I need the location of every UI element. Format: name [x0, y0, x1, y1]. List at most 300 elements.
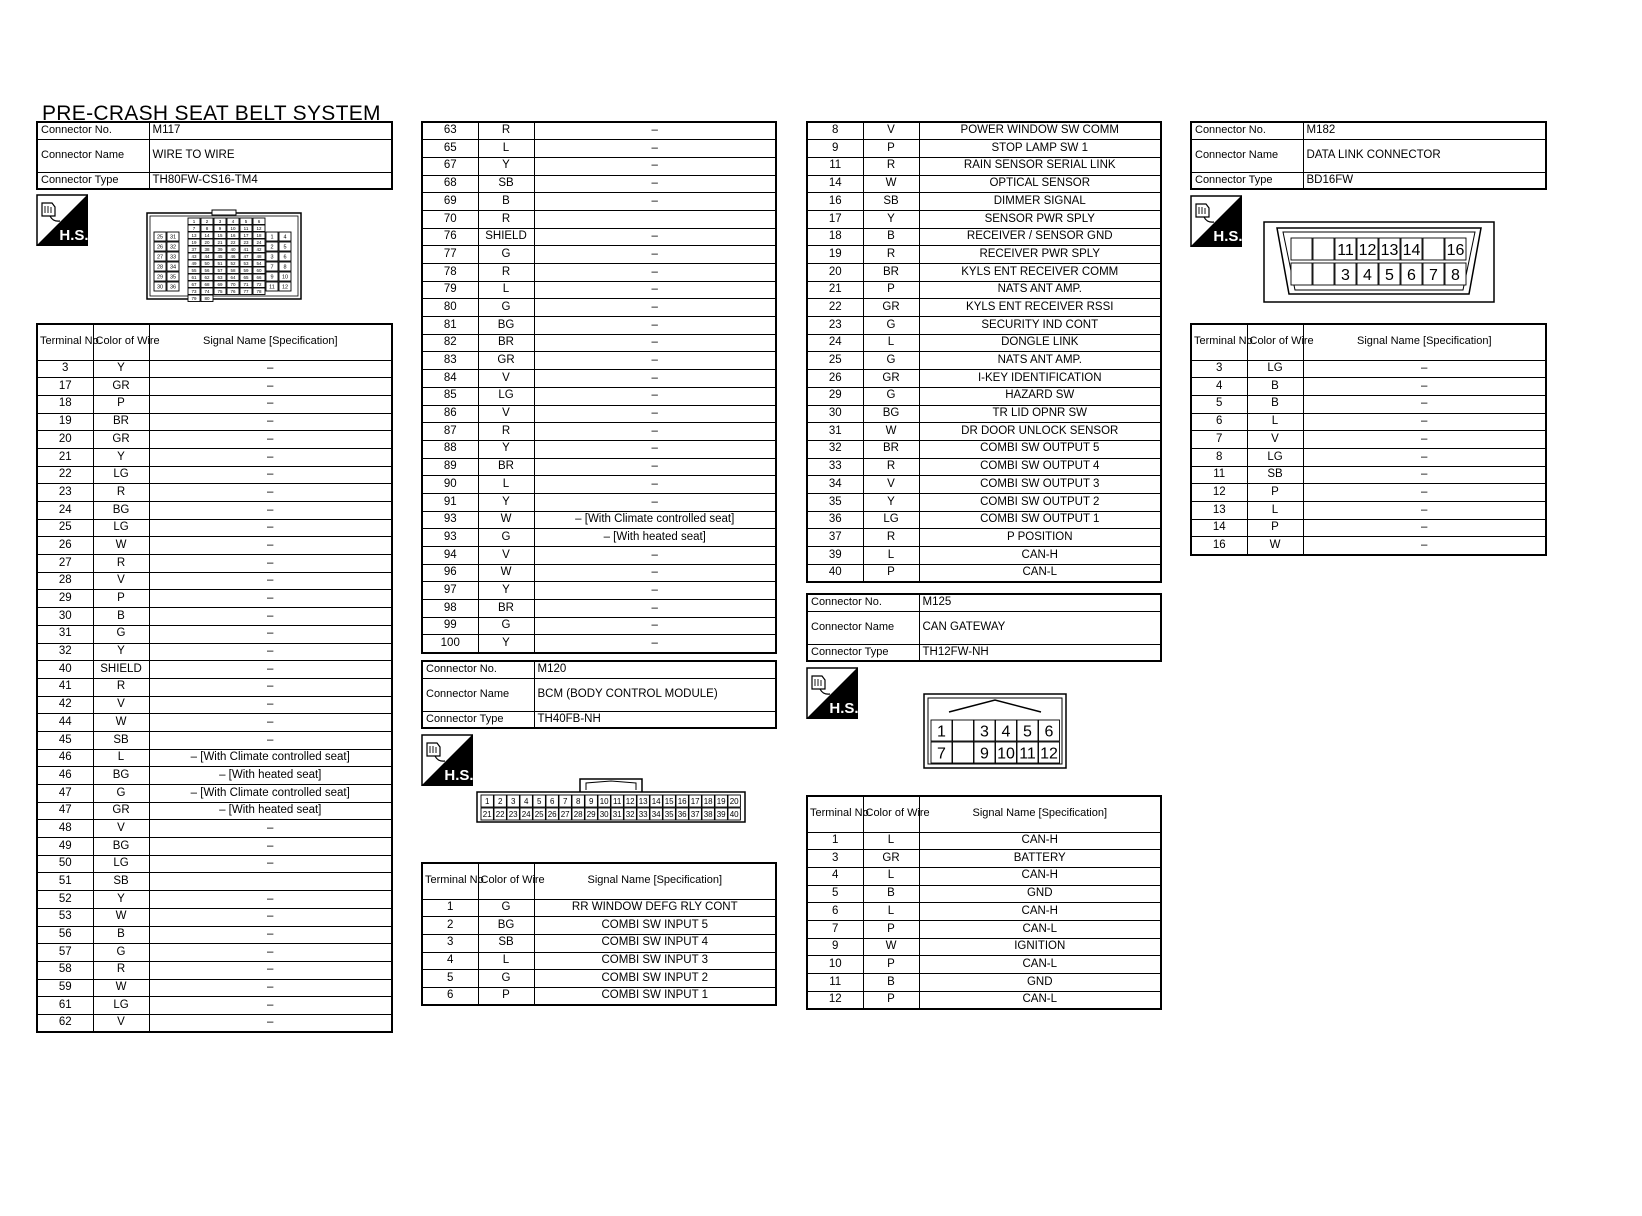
cavity-number: 53 [243, 260, 249, 266]
terminal-no-cell: 18 [807, 228, 863, 246]
wire-color-cell: BR [863, 264, 919, 282]
connector-no-label: Connector No. [807, 594, 919, 611]
terminal-no-cell: 78 [422, 264, 478, 282]
cavity-number: 10 [281, 274, 289, 281]
m182-terminal-row [1191, 466, 1546, 484]
terminal-no-cell: 32 [807, 440, 863, 458]
cavity-number: 52 [230, 260, 236, 266]
wire-color-cell: P [863, 140, 919, 158]
connector-cavity [1291, 238, 1312, 260]
cavity-number: 14 [204, 232, 210, 238]
cavity-number: 66 [256, 274, 262, 280]
m125-terminal-row [807, 832, 1161, 850]
signal-name-cell: CAN-H [919, 867, 1161, 885]
wire-color-cell: P [863, 920, 919, 938]
wire-color-cell: GR [863, 299, 919, 317]
m117-terminal-row [37, 873, 392, 891]
cavity-number: 7 [270, 264, 274, 271]
wire-color-cell: W [478, 511, 534, 529]
m125-connector-face [923, 692, 1067, 772]
wire-color-cell: SHIELD [93, 661, 149, 679]
wire-color-cell: GR [93, 378, 149, 396]
cavity-number: 32 [625, 809, 635, 819]
connector-type-label: Connector Type [422, 711, 534, 728]
terminal-no-cell: 93 [422, 511, 478, 529]
cavity-number: 13 [638, 796, 648, 806]
terminal-no-cell: 20 [807, 264, 863, 282]
signal-name-cell: – [534, 370, 776, 388]
terminal-no-cell: 23 [37, 484, 93, 502]
signal-name-cell: – [1303, 484, 1546, 502]
signal-name-cell: – [534, 140, 776, 158]
signal-name-cell: – [534, 600, 776, 618]
signal-name-cell: STOP LAMP SW 1 [919, 140, 1161, 158]
signal-name-cell: – [149, 979, 392, 997]
cavity-number: 15 [664, 796, 674, 806]
hs-badge-graphic [421, 734, 473, 786]
signal-name-cell: – [534, 617, 776, 635]
wire-color-cell: P [478, 987, 534, 1005]
m182-terminal-row [1191, 484, 1546, 502]
m120-terminal-row [807, 264, 1161, 282]
cavity-number: 60 [256, 267, 262, 273]
signal-name-cell: – [534, 264, 776, 282]
wire-color-cell: Y [93, 448, 149, 466]
m117-terminal-row [37, 820, 392, 838]
signal-name-cell: – [149, 519, 392, 537]
m125-info-table [806, 593, 1162, 662]
cavity-number: 70 [230, 281, 236, 287]
m117-terminal-row [37, 466, 392, 484]
cavity-number: 3 [510, 796, 516, 806]
wire-color-cell: LG [93, 997, 149, 1015]
wire-color-cell: BR [478, 458, 534, 476]
cavity-number: 1 [484, 796, 490, 806]
cavity-number: 12 [1040, 745, 1058, 763]
m117-terminal-row [422, 635, 776, 653]
m117-terminal-row [37, 838, 392, 856]
terminal-no-cell: 61 [37, 997, 93, 1015]
wire-color-cell: BR [93, 413, 149, 431]
wire-color-cell: BG [478, 917, 534, 935]
cavity-number: 12 [625, 796, 635, 806]
wire-color-cell: L [863, 547, 919, 565]
m117-terminal-table-b [421, 121, 777, 654]
signal-name-cell: – [534, 175, 776, 193]
signal-name-cell: – [1303, 413, 1546, 431]
terminal-no-cell: 10 [807, 956, 863, 974]
m120-terminal-row [807, 458, 1161, 476]
signal-name-cell: BATTERY [919, 850, 1161, 868]
cavity-number: 21 [217, 239, 223, 245]
terminal-no-cell: 5 [422, 970, 478, 988]
m117-terminal-row [37, 572, 392, 590]
cavity-number: 4 [1363, 266, 1372, 284]
terminal-no-cell: 83 [422, 352, 478, 370]
m120-terminal-row [807, 529, 1161, 547]
terminal-no-cell: 100 [422, 635, 478, 653]
terminal-no-cell: 94 [422, 547, 478, 565]
signal-name-cell: – [149, 643, 392, 661]
terminal-no-cell: 44 [37, 714, 93, 732]
cavity-number: 16 [230, 232, 236, 238]
connector-no-label: Connector No. [37, 122, 149, 139]
signal-name-cell: – [149, 997, 392, 1015]
wire-color-cell: W [1247, 537, 1303, 555]
m182-terminal-row [1191, 413, 1546, 431]
signal-name-cell: – [534, 246, 776, 264]
terminal-no-cell: 50 [37, 855, 93, 873]
cavity-number: 16 [677, 796, 687, 806]
terminal-no-cell: 3 [807, 850, 863, 868]
terminal-no-cell: 6 [1191, 413, 1247, 431]
signal-name-cell: – [With Climate controlled seat] [534, 511, 776, 529]
cavity-number: 77 [243, 288, 249, 294]
signal-name-cell: – [534, 281, 776, 299]
wire-color-cell: V [93, 572, 149, 590]
m117-terminal-row [422, 387, 776, 405]
signal-name-cell: – [534, 547, 776, 565]
cavity-number: 6 [549, 796, 555, 806]
signal-name-cell [149, 873, 392, 891]
terminal-no-cell: 25 [37, 519, 93, 537]
m125-connector-name: CAN GATEWAY [919, 611, 1161, 644]
terminal-no-cell: 87 [422, 423, 478, 441]
signal-name-cell: – [149, 696, 392, 714]
connector-name-label: Connector Name [807, 611, 919, 644]
signal-name-cell: DR DOOR UNLOCK SENSOR [919, 423, 1161, 441]
signal-name-cell: – [1303, 448, 1546, 466]
signal-name-cell: – [With heated seat] [534, 529, 776, 547]
wire-color-cell: W [863, 175, 919, 193]
wire-color-cell: SB [478, 934, 534, 952]
signal-name-cell: – [1303, 502, 1546, 520]
cavity-number: 19 [191, 239, 197, 245]
m117-terminal-row [37, 502, 392, 520]
cavity-number: 64 [230, 274, 236, 280]
terminal-no-cell: 11 [807, 157, 863, 175]
cavity-number: 9 [980, 745, 989, 763]
signal-name-header: Signal Name [Specification] [534, 863, 776, 899]
m117-terminal-row [37, 678, 392, 696]
m117-connector-type: TH80FW-CS16-TM4 [149, 172, 392, 189]
m120-terminal-row [807, 440, 1161, 458]
cavity-number: 69 [217, 281, 223, 287]
wire-color-cell: GR [93, 431, 149, 449]
cavity-number: 1 [270, 234, 274, 241]
wire-color-cell: G [478, 970, 534, 988]
wire-color-cell: W [93, 714, 149, 732]
wire-color-cell: L [478, 476, 534, 494]
cavity-number: 2 [497, 796, 503, 806]
m117-terminal-row [422, 299, 776, 317]
m120-terminal-row [807, 352, 1161, 370]
wire-color-cell: SB [863, 193, 919, 211]
connector-no-label: Connector No. [1191, 122, 1303, 139]
m117-terminal-row [37, 625, 392, 643]
connector-cavity [953, 720, 974, 741]
m117-terminal-row [422, 476, 776, 494]
cavity-number: 34 [169, 264, 177, 271]
m182-terminal-row [1191, 537, 1546, 555]
wire-color-cell: L [93, 749, 149, 767]
terminal-no-cell: 90 [422, 476, 478, 494]
cavity-number: 5 [1385, 266, 1394, 284]
terminal-no-cell: 99 [422, 617, 478, 635]
terminal-no-cell: 19 [807, 246, 863, 264]
m125-terminal-row [807, 956, 1161, 974]
wire-color-cell: Y [478, 157, 534, 175]
wire-color-cell: Y [478, 582, 534, 600]
m117-terminal-row [37, 448, 392, 466]
wire-color-cell: P [93, 395, 149, 413]
wire-color-cell: L [1247, 502, 1303, 520]
hs-badge-graphic [1190, 195, 1242, 247]
signal-name-cell: – [149, 360, 392, 378]
wire-color-cell: W [863, 423, 919, 441]
terminal-no-cell: 96 [422, 564, 478, 582]
signal-name-cell: – [149, 448, 392, 466]
connector-type-label: Connector Type [1191, 172, 1303, 189]
m120-terminal-row [807, 281, 1161, 299]
terminal-no-cell: 84 [422, 370, 478, 388]
m117-terminal-row [422, 281, 776, 299]
cavity-number: 7 [1429, 266, 1438, 284]
cavity-number: 2 [205, 218, 209, 224]
cavity-number: 75 [217, 288, 223, 294]
wire-color-cell: Y [863, 210, 919, 228]
wire-color-cell: L [863, 903, 919, 921]
connector-type-label: Connector Type [37, 172, 149, 189]
wire-color-cell: R [93, 555, 149, 573]
m120-info-block [421, 660, 777, 729]
wire-color-cell: G [478, 617, 534, 635]
m117-terminal-row [37, 926, 392, 944]
signal-name-cell: – [1303, 537, 1546, 555]
m120-terminal-row [807, 140, 1161, 158]
cavity-number: 11 [243, 225, 249, 231]
m125-terminal-row [807, 920, 1161, 938]
terminal-no-cell: 37 [807, 529, 863, 547]
wire-color-cell: GR [478, 352, 534, 370]
terminal-no-cell: 5 [1191, 395, 1247, 413]
m120-terminal-row [807, 210, 1161, 228]
wire-color-cell: B [93, 608, 149, 626]
m117-terminal-row [37, 608, 392, 626]
m182-terminal-table [1190, 323, 1547, 556]
terminal-no-cell: 46 [37, 767, 93, 785]
signal-name-cell: – [534, 493, 776, 511]
hs-badge-graphic [806, 667, 858, 719]
terminal-no-cell: 40 [37, 661, 93, 679]
page-title: PRE-CRASH SEAT BELT SYSTEM [42, 102, 381, 125]
signal-name-cell: COMBI SW OUTPUT 5 [919, 440, 1161, 458]
cavity-number: 11 [1337, 241, 1354, 259]
signal-name-cell [534, 210, 776, 228]
m117-terminal-row [422, 140, 776, 158]
wire-color-cell: R [93, 484, 149, 502]
signal-name-cell: COMBI SW OUTPUT 1 [919, 511, 1161, 529]
wire-color-cell: P [863, 991, 919, 1009]
m117-terminal-row [37, 537, 392, 555]
signal-name-cell: – [149, 502, 392, 520]
cavity-number: 14 [1402, 241, 1421, 259]
m182-terminal-row [1191, 378, 1546, 396]
cavity-number: 27 [156, 254, 164, 261]
m117-terminal-row [37, 484, 392, 502]
cavity-number: 23 [243, 239, 249, 245]
wire-color-cell: R [863, 157, 919, 175]
wire-color-cell: GR [863, 850, 919, 868]
signal-name-cell: – [149, 537, 392, 555]
wire-color-cell: G [863, 317, 919, 335]
terminal-no-cell: 4 [1191, 378, 1247, 396]
m120-terminal-row [422, 952, 776, 970]
signal-name-cell: DONGLE LINK [919, 334, 1161, 352]
m120-terminal-row [807, 547, 1161, 565]
color-of-wire-header: Color of Wire [863, 796, 919, 832]
signal-name-cell: RECEIVER / SENSOR GND [919, 228, 1161, 246]
signal-name-cell: COMBI SW INPUT 4 [534, 934, 776, 952]
cavity-number: 19 [716, 796, 726, 806]
cavity-number: 30 [156, 284, 164, 291]
signal-name-cell: – [1303, 431, 1546, 449]
signal-name-cell: – [149, 714, 392, 732]
terminal-no-cell: 4 [422, 952, 478, 970]
wire-color-cell: L [1247, 413, 1303, 431]
cavity-number: 8 [283, 264, 287, 271]
cavity-number: 6 [1407, 266, 1416, 284]
wire-color-cell: B [863, 228, 919, 246]
terminal-no-cell: 30 [37, 608, 93, 626]
wire-color-cell: R [93, 961, 149, 979]
connector-name-label: Connector Name [422, 678, 534, 711]
signal-name-cell: IGNITION [919, 938, 1161, 956]
wire-color-cell: L [478, 952, 534, 970]
m182-terminal-row [1191, 448, 1546, 466]
signal-name-cell: – [534, 440, 776, 458]
cavity-number: 23 [508, 809, 518, 819]
signal-name-cell: – [149, 608, 392, 626]
wire-color-cell: Y [863, 493, 919, 511]
m120-terminal-row [807, 476, 1161, 494]
cavity-number: 37 [191, 246, 197, 252]
wire-color-cell: G [863, 352, 919, 370]
cavity-number: 9 [218, 225, 222, 231]
signal-name-cell: – [149, 820, 392, 838]
m117-terminal-row [422, 458, 776, 476]
terminal-no-cell: 14 [1191, 519, 1247, 537]
terminal-no-cell: 62 [37, 1014, 93, 1032]
terminal-no-cell: 8 [807, 122, 863, 140]
terminal-no-cell: 3 [1191, 360, 1247, 378]
cavity-number: 5 [244, 218, 248, 224]
m117-terminal-row [422, 122, 776, 140]
terminal-no-cell: 68 [422, 175, 478, 193]
cavity-number: 40 [230, 246, 236, 252]
signal-name-cell: KYLS ENT RECEIVER COMM [919, 264, 1161, 282]
m120-terminal-row [807, 246, 1161, 264]
cavity-number: 8 [1451, 266, 1460, 284]
cavity-number: 35 [169, 274, 177, 281]
cavity-number: 14 [651, 796, 661, 806]
terminal-no-cell: 13 [1191, 502, 1247, 520]
terminal-no-cell: 69 [422, 193, 478, 211]
terminal-no-cell: 3 [422, 934, 478, 952]
terminal-no-cell: 31 [37, 625, 93, 643]
m117-terminal-row [422, 246, 776, 264]
terminal-no-cell: 1 [807, 832, 863, 850]
m117-connector-name: WIRE TO WIRE [149, 139, 392, 172]
m117-terminal-row [422, 617, 776, 635]
wire-color-cell: V [478, 370, 534, 388]
signal-name-cell: COMBI SW OUTPUT 3 [919, 476, 1161, 494]
cavity-number: 25 [534, 809, 544, 819]
m182-info-table [1190, 121, 1547, 190]
hs-badge-text: H.S. [59, 227, 89, 244]
terminal-no-cell: 86 [422, 405, 478, 423]
m120-connector-name: BCM (BODY CONTROL MODULE) [534, 678, 776, 711]
signal-name-cell: – [149, 378, 392, 396]
hs-badge-graphic [36, 194, 88, 246]
m120-connector-face [476, 776, 746, 824]
terminal-no-cell: 65 [422, 140, 478, 158]
cavity-number: 26 [547, 809, 557, 819]
terminal-no-cell: 39 [807, 547, 863, 565]
cavity-number: 48 [256, 253, 262, 259]
m182-terminal-row [1191, 519, 1546, 537]
m120-terminal-row [807, 511, 1161, 529]
terminal-no-cell: 7 [807, 920, 863, 938]
cavity-number: 26 [156, 244, 164, 251]
terminal-no-cell: 98 [422, 600, 478, 618]
signal-name-cell: – [149, 838, 392, 856]
m117-terminal-row [422, 352, 776, 370]
m120-terminal-row [807, 193, 1161, 211]
signal-name-cell: – [534, 423, 776, 441]
cavity-number: 47 [243, 253, 249, 259]
m117-terminal-row [37, 661, 392, 679]
cavity-number: 3 [980, 723, 989, 741]
signal-name-cell: – [149, 625, 392, 643]
terminal-no-cell: 25 [807, 352, 863, 370]
m117-terminal-row [37, 855, 392, 873]
wire-color-cell: B [1247, 378, 1303, 396]
wire-color-cell: V [93, 820, 149, 838]
terminal-no-cell: 91 [422, 493, 478, 511]
cavity-number: 4 [523, 796, 529, 806]
cavity-number: 3 [270, 254, 274, 261]
cavity-number: 15 [217, 232, 223, 238]
signal-name-cell: – [149, 891, 392, 909]
wire-color-cell: G [478, 246, 534, 264]
m182-terminal-row [1191, 360, 1546, 378]
terminal-no-cell: 21 [807, 281, 863, 299]
wire-color-cell: P [1247, 519, 1303, 537]
wire-color-cell: R [863, 458, 919, 476]
signal-name-cell: – [With Climate controlled seat] [149, 749, 392, 767]
wire-color-cell: R [478, 210, 534, 228]
wire-color-cell: G [478, 899, 534, 917]
wire-color-cell: BG [93, 502, 149, 520]
terminal-no-cell: 26 [807, 370, 863, 388]
cavity-number: 11 [613, 796, 622, 806]
m120-terminal-row [422, 970, 776, 988]
cavity-number: 13 [1380, 241, 1399, 259]
terminal-no-cell: 53 [37, 908, 93, 926]
terminal-no-cell: 58 [37, 961, 93, 979]
terminal-no-cell: 26 [37, 537, 93, 555]
